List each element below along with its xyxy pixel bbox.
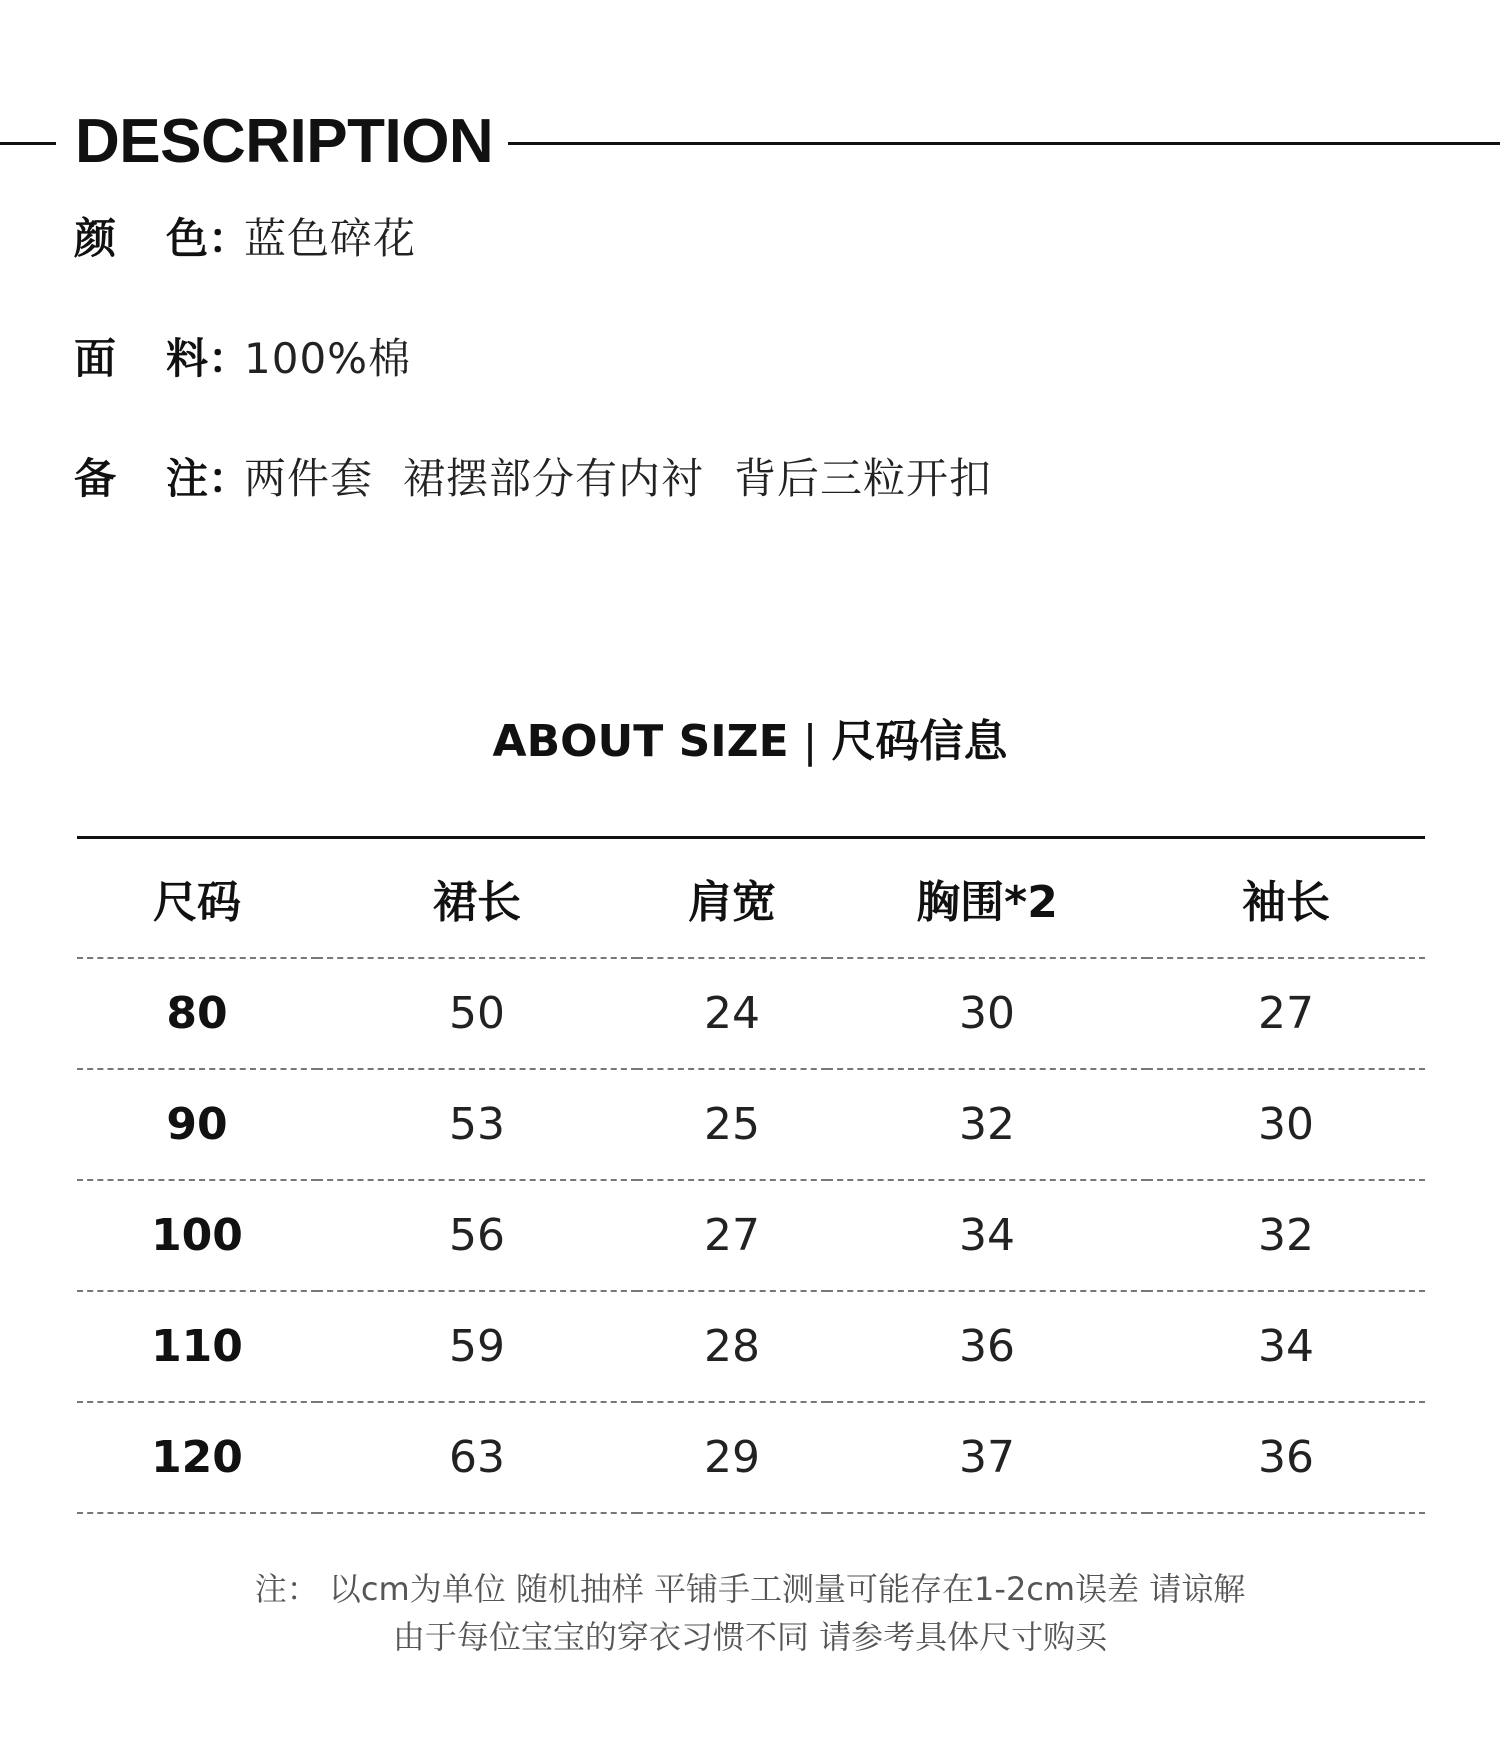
header-rule-left — [0, 142, 56, 145]
remark-part: 裙摆部分有内衬 — [403, 454, 705, 503]
description-header — [0, 100, 1500, 190]
attribute-remarks — [74, 446, 992, 506]
table-cell: 53 — [317, 1069, 637, 1180]
table-row — [77, 1291, 1425, 1402]
table-cell: 80 — [77, 958, 317, 1069]
table-cell: 36 — [1147, 1402, 1425, 1513]
table-cell: 32 — [1147, 1180, 1425, 1291]
table-cell: 24 — [637, 958, 827, 1069]
table-cell: 27 — [1147, 958, 1425, 1069]
remark-part: 背后三粒开扣 — [734, 454, 993, 503]
attribute-label — [74, 446, 251, 506]
table-cell: 30 — [1147, 1069, 1425, 1180]
attribute-value: 100%棉 — [244, 334, 412, 383]
label-char: 颜 — [74, 214, 117, 263]
label-char: 面 — [74, 334, 117, 383]
size-section-title — [0, 712, 1500, 772]
label-colon: ： — [208, 214, 251, 263]
table-row — [77, 1180, 1425, 1291]
attribute-color — [74, 206, 416, 266]
attribute-label — [74, 206, 251, 266]
attribute-label — [74, 326, 251, 386]
table-cell: 110 — [77, 1291, 317, 1402]
size-title-cn: 尺码信息 — [831, 716, 1008, 767]
table-cell: 59 — [317, 1291, 637, 1402]
table-cell: 34 — [827, 1180, 1147, 1291]
label-char: 备 — [74, 454, 117, 503]
table-row — [77, 958, 1425, 1069]
table-cell: 28 — [637, 1291, 827, 1402]
table-cell: 37 — [827, 1402, 1147, 1513]
table-cell: 34 — [1147, 1291, 1425, 1402]
size-table — [77, 836, 1425, 1514]
table-cell: 63 — [317, 1402, 637, 1513]
table-cell: 120 — [77, 1402, 317, 1513]
table-cell: 56 — [317, 1180, 637, 1291]
table-cell: 30 — [827, 958, 1147, 1069]
title-separator: | — [802, 716, 818, 767]
table-row — [77, 1069, 1425, 1180]
table-cell: 27 — [637, 1180, 827, 1291]
table-cell: 36 — [827, 1291, 1147, 1402]
table-header-row — [77, 838, 1425, 959]
attribute-value — [244, 446, 992, 506]
attribute-value: 蓝色碎花 — [244, 214, 417, 263]
table-cell: 32 — [827, 1069, 1147, 1180]
header-sleeve-length: 袖长 — [1147, 838, 1425, 959]
description-title: DESCRIPTION — [75, 107, 494, 176]
attribute-fabric — [74, 326, 411, 386]
label-colon: ： — [208, 454, 251, 503]
label-char: 色 — [166, 214, 209, 263]
header-chest: 胸围*2 — [827, 838, 1147, 959]
header-skirt-length: 裙长 — [317, 838, 637, 959]
label-char: 料 — [166, 334, 209, 383]
remark-part: 两件套 — [244, 454, 374, 503]
table-cell: 25 — [637, 1069, 827, 1180]
header-shoulder-width: 肩宽 — [637, 838, 827, 959]
size-title-en: ABOUT SIZE — [492, 716, 789, 767]
measurement-note: 注： 以cm为单位 随机抽样 平铺手工测量可能存在1-2cm误差 请谅解 — [254, 1570, 1246, 1608]
table-cell: 90 — [77, 1069, 317, 1180]
table-cell: 50 — [317, 958, 637, 1069]
table-cell: 100 — [77, 1180, 317, 1291]
table-cell: 29 — [637, 1402, 827, 1513]
label-colon: ： — [208, 334, 251, 383]
label-char: 注 — [166, 454, 209, 503]
header-rule-right — [508, 142, 1500, 145]
purchase-note: 由于每位宝宝的穿衣习惯不同 请参考具体尺寸购买 — [392, 1618, 1108, 1656]
table-row — [77, 1402, 1425, 1513]
header-size: 尺码 — [77, 838, 317, 959]
